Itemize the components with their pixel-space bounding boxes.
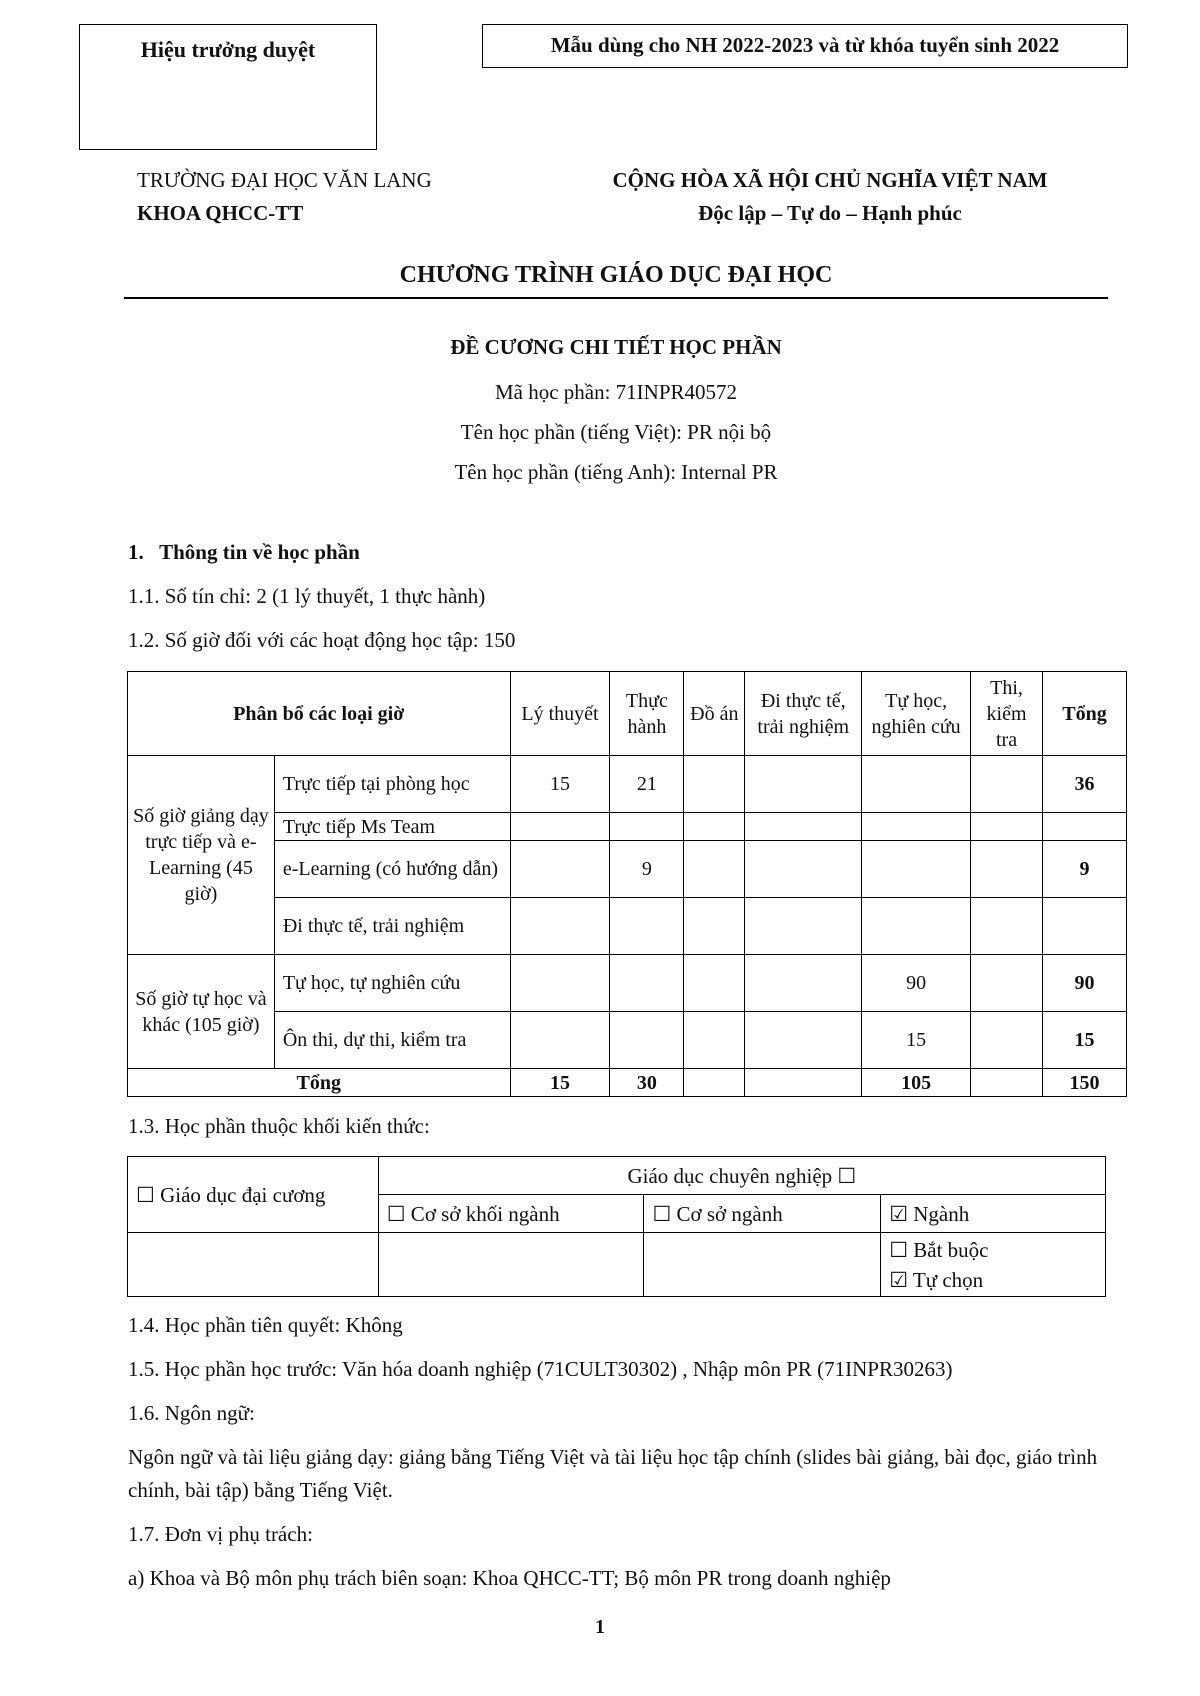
- checkbox-co-so-khoi-nganh[interactable]: ☐ Cơ sở khối ngành: [378, 1195, 644, 1233]
- cell-dtt: [745, 1012, 862, 1069]
- cell-th: 9: [610, 841, 684, 898]
- cell-thi: [971, 813, 1043, 841]
- cell-th: [610, 1012, 684, 1069]
- knowledge-block-line: 1.3. Học phần thuộc khối kiến thức:: [128, 1114, 430, 1138]
- section-1-heading: [128, 540, 360, 565]
- header-thi: Thi, kiểm tra: [971, 672, 1043, 756]
- cell-th: [610, 813, 684, 841]
- cell-lt: 15: [510, 756, 610, 813]
- section-1-number: 1.: [128, 540, 144, 564]
- course-name-vi: Tên học phần (tiếng Việt): PR nội bộ: [460, 420, 772, 444]
- table-row: [128, 813, 1127, 841]
- cell-thi: [971, 898, 1043, 955]
- checkbox-tu-chon[interactable]: ☑ Tự chọn: [889, 1267, 984, 1292]
- faculty-name: KHOA QHCC-TT: [137, 201, 304, 225]
- cell-tong: 36: [1043, 756, 1127, 813]
- cell-dtt: [745, 955, 862, 1012]
- cell-lt: [510, 955, 610, 1012]
- cell-thi: [971, 841, 1043, 898]
- cell-tuhoc: [862, 898, 971, 955]
- total-label: Tổng: [128, 1069, 511, 1097]
- empty-cell: [128, 1233, 379, 1297]
- checkbox-bat-buoc[interactable]: ☐ Bắt buộc: [889, 1237, 989, 1262]
- cell-da: [684, 813, 745, 841]
- language-heading: 1.6. Ngôn ngữ:: [128, 1401, 255, 1425]
- section-1-title: Thông tin về học phần: [159, 540, 360, 564]
- total-tong: 150: [1043, 1069, 1127, 1097]
- cell-tong: [1043, 813, 1127, 841]
- title-underline: [124, 297, 1108, 299]
- table-row: [128, 1012, 1127, 1069]
- nation-motto: Độc lập – Tự do – Hạnh phúc: [698, 201, 962, 225]
- checkbox-professional-education[interactable]: Giáo dục chuyên nghiệp ☐: [378, 1157, 1105, 1195]
- cell-th: 21: [610, 756, 684, 813]
- cell-da: [684, 955, 745, 1012]
- table-row: [128, 955, 1127, 1012]
- header-tu-hoc: Tự học, nghiên cứu: [862, 672, 971, 756]
- language-body: Ngôn ngữ và tài liệu giảng dạy: giảng bằng Tiếng Việt và tài liệu học tập chính (slides bài giảng, bài đọc, giáo trình chính, bài tập) bằng Tiếng Việt.: [128, 1445, 1098, 1502]
- row-label: e-Learning (có hướng dẫn): [274, 841, 510, 898]
- cell-lt: [510, 898, 610, 955]
- cell-thi: [971, 1012, 1043, 1069]
- row-label: Ôn thi, dự thi, kiểm tra: [274, 1012, 510, 1069]
- row-label: Đi thực tế, trải nghiệm: [274, 898, 510, 955]
- cell-tong: 9: [1043, 841, 1127, 898]
- cell-lt: [510, 841, 610, 898]
- approval-box: [79, 24, 377, 150]
- total-row: [128, 1069, 1127, 1097]
- nation-name: CỘNG HÒA XÃ HỘI CHỦ NGHĨA VIỆT NAM: [612, 168, 1048, 192]
- empty-cell: [644, 1233, 881, 1297]
- cell-th: [610, 898, 684, 955]
- nganh-options: [881, 1233, 1106, 1297]
- cell-tong: 15: [1043, 1012, 1127, 1069]
- cell-da: [684, 756, 745, 813]
- checkbox-nganh[interactable]: ☑ Ngành: [881, 1195, 1106, 1233]
- cell-da: [684, 898, 745, 955]
- template-note: Mẫu dùng cho NH 2022-2023 và từ khóa tuyển sinh 2022: [482, 24, 1128, 68]
- university-name: TRƯỜNG ĐẠI HỌC VĂN LANG: [137, 168, 432, 192]
- cell-tong: 90: [1043, 955, 1127, 1012]
- unit-heading: 1.7. Đơn vị phụ trách:: [128, 1522, 313, 1546]
- cell-dtt: [745, 898, 862, 955]
- header-di-thuc-te: Đi thực tế, trải nghiệm: [745, 672, 862, 756]
- approval-label: Hiệu trưởng duyệt: [140, 37, 316, 62]
- credits-line: 1.1. Số tín chỉ: 2 (1 lý thuyết, 1 thực hành): [128, 584, 486, 608]
- table-row: [128, 756, 1127, 813]
- knowledge-table: [127, 1156, 1106, 1297]
- prior-courses-line: 1.5. Học phần học trước: Văn hóa doanh nghiệp (71CULT30302) , Nhập môn PR (71INPR30263): [128, 1357, 953, 1381]
- prerequisite-line: 1.4. Học phần tiên quyết: Không: [128, 1313, 403, 1337]
- table-row: [128, 841, 1127, 898]
- cell-tuhoc: 90: [862, 955, 971, 1012]
- unit-body: a) Khoa và Bộ môn phụ trách biên soạn: Khoa QHCC-TT; Bộ môn PR trong doanh nghiệp: [128, 1566, 891, 1590]
- total-da: [684, 1069, 745, 1097]
- cell-tuhoc: [862, 756, 971, 813]
- page-number: 1: [595, 1616, 605, 1638]
- checkbox-co-so-nganh[interactable]: ☐ Cơ sở ngành: [644, 1195, 881, 1233]
- cell-tuhoc: 15: [862, 1012, 971, 1069]
- total-lt: 15: [510, 1069, 610, 1097]
- cell-tuhoc: [862, 813, 971, 841]
- cell-tuhoc: [862, 841, 971, 898]
- cell-da: [684, 841, 745, 898]
- hours-header-row: [128, 672, 1127, 756]
- header-tong: Tổng: [1043, 672, 1127, 756]
- cell-dtt: [745, 813, 862, 841]
- row-label: Tự học, tự nghiên cứu: [274, 955, 510, 1012]
- header-thuc-hanh: Thực hành: [610, 672, 684, 756]
- document-title: ĐỀ CƯƠNG CHI TIẾT HỌC PHẦN: [450, 335, 782, 359]
- total-thi: [971, 1069, 1043, 1097]
- total-dtt: [745, 1069, 862, 1097]
- page-title: CHƯƠNG TRÌNH GIÁO DỤC ĐẠI HỌC: [399, 262, 833, 288]
- header-ly-thuyet: Lý thuyết: [510, 672, 610, 756]
- cell-tong: [1043, 898, 1127, 955]
- row-label: Trực tiếp tại phòng học: [274, 756, 510, 813]
- course-name-en: Tên học phần (tiếng Anh): Internal PR: [454, 460, 778, 484]
- row-label: Trực tiếp Ms Team: [274, 813, 510, 841]
- cell-dtt: [745, 756, 862, 813]
- cell-lt: [510, 1012, 610, 1069]
- group-direct-teaching: Số giờ giảng dạy trực tiếp và e-Learning (45 giờ): [128, 756, 275, 955]
- hours-line: 1.2. Số giờ đối với các hoạt động học tập: 150: [128, 628, 516, 652]
- cell-th: [610, 955, 684, 1012]
- checkbox-general-education[interactable]: ☐ Giáo dục đại cương: [128, 1157, 379, 1233]
- hours-table: [127, 671, 1127, 1097]
- cell-thi: [971, 955, 1043, 1012]
- empty-cell: [378, 1233, 644, 1297]
- course-code: Mã học phần: 71INPR40572: [494, 380, 738, 404]
- cell-dtt: [745, 841, 862, 898]
- total-th: 30: [610, 1069, 684, 1097]
- cell-lt: [510, 813, 610, 841]
- table-row: [128, 898, 1127, 955]
- header-do-an: Đồ án: [684, 672, 745, 756]
- header-category: Phân bổ các loại giờ: [128, 672, 511, 756]
- cell-thi: [971, 756, 1043, 813]
- group-self-study: Số giờ tự học và khác (105 giờ): [128, 955, 275, 1069]
- total-tuhoc: 105: [862, 1069, 971, 1097]
- cell-da: [684, 1012, 745, 1069]
